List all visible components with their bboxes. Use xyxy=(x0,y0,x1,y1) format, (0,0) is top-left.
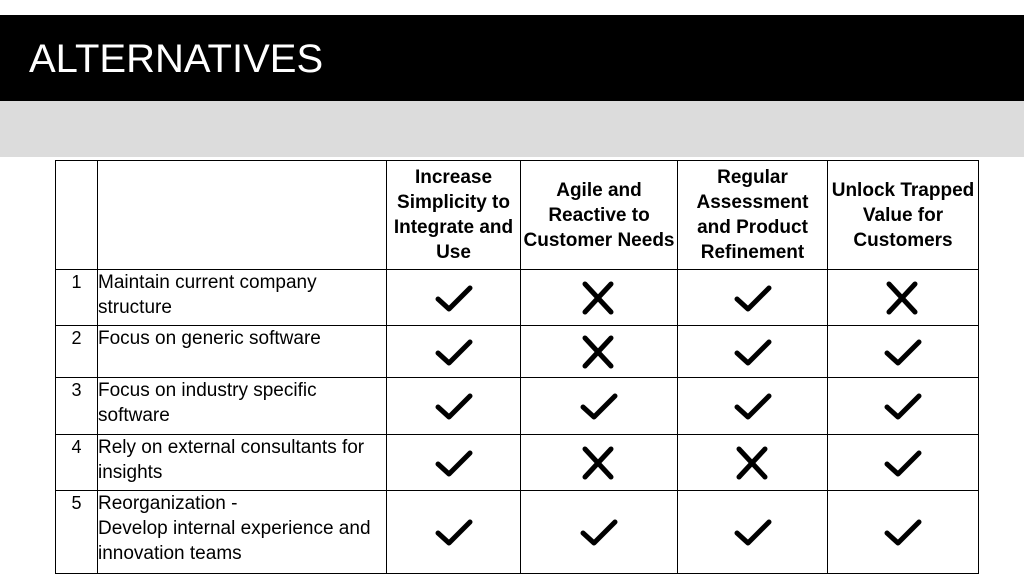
checkmark-icon xyxy=(881,445,925,481)
checkmark-icon xyxy=(432,445,476,481)
table-row xyxy=(56,270,979,326)
x-mark-icon xyxy=(577,445,621,481)
x-mark-icon xyxy=(731,445,775,481)
checkmark-icon xyxy=(731,388,775,424)
mark-cell-simplicity xyxy=(387,378,521,435)
mark-cell-value xyxy=(828,491,979,574)
mark-cell-value xyxy=(828,378,979,435)
x-mark-icon xyxy=(577,334,621,370)
checkmark-icon xyxy=(432,334,476,370)
row-label: Rely on external consultants for insights xyxy=(98,435,387,491)
mark-cell-assessment xyxy=(678,378,828,435)
mark-cell-agile xyxy=(521,270,678,326)
header-label-cell xyxy=(98,161,387,270)
mark-cell-assessment xyxy=(678,270,828,326)
mark-cell-value xyxy=(828,435,979,491)
row-number: 4 xyxy=(56,435,98,491)
row-number: 5 xyxy=(56,491,98,574)
checkmark-icon xyxy=(577,514,621,550)
table-row xyxy=(56,326,979,378)
x-mark-icon xyxy=(577,280,621,316)
mark-cell-agile xyxy=(521,326,678,378)
row-label: Focus on generic software xyxy=(98,326,387,378)
mark-cell-assessment xyxy=(678,435,828,491)
mark-cell-value xyxy=(828,326,979,378)
mark-cell-simplicity xyxy=(387,491,521,574)
header-row xyxy=(56,161,979,270)
checkmark-icon xyxy=(577,388,621,424)
checkmark-icon xyxy=(731,334,775,370)
checkmark-icon xyxy=(432,388,476,424)
row-number: 2 xyxy=(56,326,98,378)
x-mark-icon xyxy=(881,280,925,316)
checkmark-icon xyxy=(881,334,925,370)
checkmark-icon xyxy=(731,280,775,316)
table-row xyxy=(56,491,979,574)
checkmark-icon xyxy=(432,514,476,550)
column-header-assessment: Regular Assessment and Product Refinement xyxy=(678,161,828,270)
checkmark-icon xyxy=(432,280,476,316)
checkmark-icon xyxy=(881,514,925,550)
subtitle-bar xyxy=(0,101,1024,157)
checkmark-icon xyxy=(731,514,775,550)
row-number: 3 xyxy=(56,378,98,435)
alternatives-table xyxy=(55,160,979,574)
mark-cell-assessment xyxy=(678,491,828,574)
row-label: Maintain current company structure xyxy=(98,270,387,326)
mark-cell-assessment xyxy=(678,326,828,378)
checkmark-icon xyxy=(881,388,925,424)
mark-cell-agile xyxy=(521,378,678,435)
header-number-cell xyxy=(56,161,98,270)
mark-cell-agile xyxy=(521,435,678,491)
table-row xyxy=(56,435,979,491)
mark-cell-agile xyxy=(521,491,678,574)
mark-cell-simplicity xyxy=(387,435,521,491)
row-number: 1 xyxy=(56,270,98,326)
row-label: Reorganization - Develop internal experience and innovation teams xyxy=(98,491,387,574)
row-label: Focus on industry specific software xyxy=(98,378,387,435)
mark-cell-simplicity xyxy=(387,326,521,378)
column-header-agile: Agile and Reactive to Customer Needs xyxy=(521,161,678,270)
column-header-simplicity: Increase Simplicity to Integrate and Use xyxy=(387,161,521,270)
column-header-value: Unlock Trapped Value for Customers xyxy=(828,161,979,270)
page-title: ALTERNATIVES xyxy=(29,37,324,81)
table-row xyxy=(56,378,979,435)
mark-cell-value xyxy=(828,270,979,326)
mark-cell-simplicity xyxy=(387,270,521,326)
